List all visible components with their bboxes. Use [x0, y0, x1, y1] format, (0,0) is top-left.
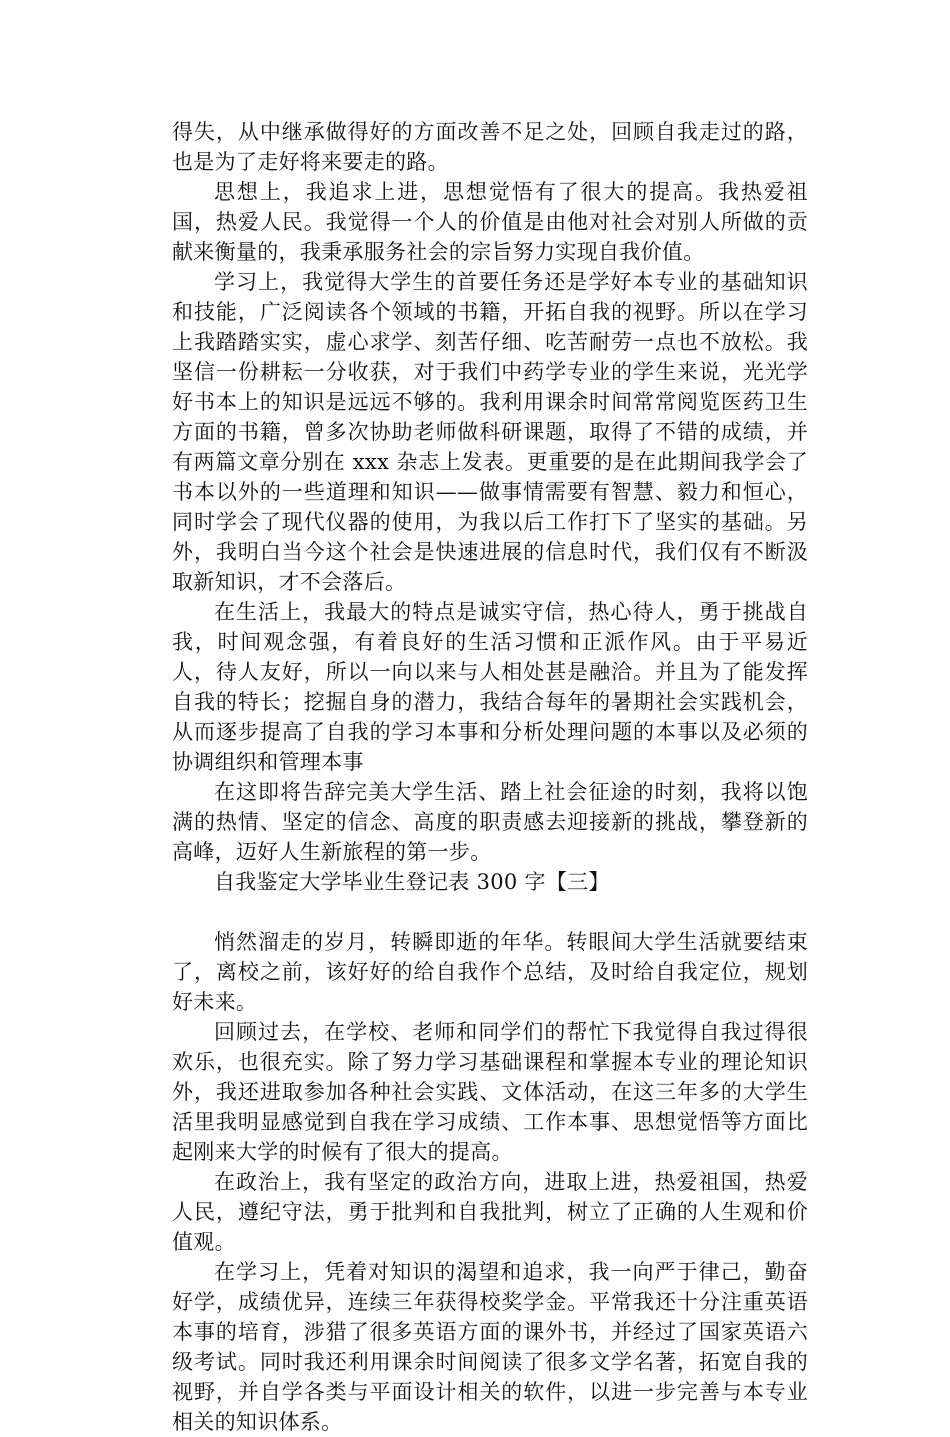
paragraph-life: 在生活上，我最大的特点是诚实守信，热心待人，勇于挑战自我，时间观念强，有着良好的生活习惯和正派作风。由于平易近人，待人友好，所以一向以来与人相处甚是融洽。并且为了能发挥自我的特长；挖掘自身的潜力，我结合每年的暑期社会实践机会，从而逐步提高了自我的学习本事和分析处理问题的本事以及必须的协调组织和管理本事 — [172, 600, 808, 774]
paragraph-farewell: 在这即将告辞完美大学生活、踏上社会征途的时刻，我将以饱满的热情、坚定的信念、高度的职责感去迎接新的挑战，攀登新的高峰，迈好人生新旅程的第一步。 — [172, 780, 808, 864]
blank-line — [172, 897, 808, 927]
paragraph-politics: 在政治上，我有坚定的政治方向，进取上进，热爱祖国，热爱人民，遵纪守法，勇于批判和自我批判，树立了正确的人生观和价值观。 — [172, 1170, 808, 1254]
paragraph-ideology: 思想上，我追求上进，思想觉悟有了很大的提高。我热爱祖国，热爱人民。我觉得一个人的价值是由他对社会对别人所做的贡献来衡量的，我秉承服务社会的宗旨努力实现自我价值。 — [172, 180, 808, 264]
paragraph-study: 学习上，我觉得大学生的首要任务还是学好本专业的基础知识和技能，广泛阅读各个领域的书籍，开拓自我的视野。所以在学习上我踏踏实实，虚心求学、刻苦仔细、吃苦耐劳一点也不放松。我坚信一份耕耘一分收获，对于我们中药学专业的学生来说，光光学好书本上的知识是远远不够的。我利用课余时间常常阅览医药卫生方面的书籍，曾多次协助老师做科研课题，取得了不错的成绩，并有两篇文章分别在 xxx 杂志上发表。更重要的是在此期间我学会了书本以外的一些道理和知识——做事情需要有智慧、毅力和恒心，同时学会了现代仪器的使用，为我以后工作打下了坚实的基础。另外，我明白当今这个社会是快速进展的信息时代，我们仅有不断汲取新知识，才不会落后。 — [172, 270, 808, 594]
paragraph-learning: 在学习上，凭着对知识的渴望和追求，我一向严于律己，勤奋好学，成绩优异，连续三年获得校奖学金。平常我还十分注重英语本事的培育，涉猎了很多英语方面的课外书，并经过了国家英语六级考试。同时我还利用课余时间阅读了很多文学名著，拓宽自我的视野，并自学各类与平面设计相关的软件，以进一步完善与本专业相关的知识体系。 — [172, 1260, 808, 1434]
section-heading: 自我鉴定大学毕业生登记表 300 字【三】 — [214, 870, 610, 894]
paragraph-review: 回顾过去，在学校、老师和同学们的帮忙下我觉得自我过得很欢乐，也很充实。除了努力学习基础课程和掌握本专业的理论知识外，我还进取参加各种社会实践、文体活动，在这三年多的大学生活里我明显感觉到自我在学习成绩、工作本事、思想觉悟等方面比起刚来大学的时候有了很大的提高。 — [172, 1020, 808, 1164]
paragraph-continuation: 得失，从中继承做得好的方面改善不足之处，回顾自我走过的路，也是为了走好将来要走的路。 — [172, 120, 808, 174]
document-body — [172, 117, 808, 1437]
paragraph-intro: 悄然溜走的岁月，转瞬即逝的年华。转眼间大学生活就要结束了，离校之前，该好好的给自我作个总结，及时给自我定位，规划好未来。 — [172, 930, 808, 1014]
